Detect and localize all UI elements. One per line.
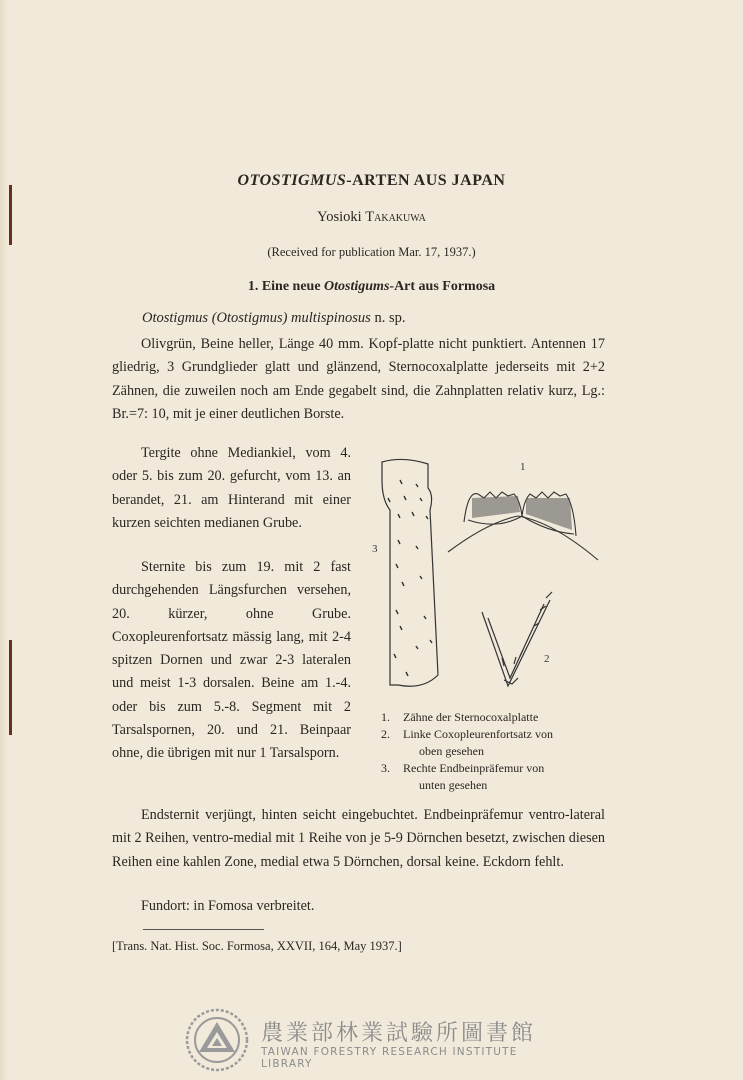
library-name-en: TAIWAN FORESTRY RESEARCH INSTITUTE LIBRARY (261, 1046, 518, 1070)
section-heading (0, 279, 743, 295)
anatomical-figure (368, 450, 608, 705)
section-suffix: -Art aus Formosa (389, 279, 496, 294)
section-genus: Otostigums (324, 279, 390, 294)
caption-continuation: oben gesehen (419, 744, 484, 758)
author (0, 209, 743, 226)
caption-item: 2. Linke Coxopleurenfortsatz von (381, 727, 553, 741)
description-paragraph: Sternite bis zum 19. mit 2 fast durchgehenden Längsfurchen versehen, 20. kürzer, ohne Grube. Coxopleurenfortsatz mässig lang, mit 2-4 spitzen Dornen und zwar 2-3 lateralen und meist 1-3 dorsalen. Beine am 1.-4. oder bis zum 5.-8. Segment mit 2 Tarsalspornen, 20. und 21. Beinpaar ohne, die übrigen mit nur 1 Tarsalsporn. (112, 559, 351, 762)
page-edge (0, 0, 8, 1080)
section-prefix: 1. Eine neue (247, 279, 325, 294)
species-binomial: Otostigmus (Otostigmus) multispinosus (142, 310, 371, 326)
received-date: (Received for publication Mar. 17, 1937.) (267, 245, 476, 259)
description-paragraph: Tergite ohne Mediankiel, vom 4. oder 5. bis zum 20. gefurcht, vom 13. an berandet, 21. am Hinterand mit einer kurzen seichten medianen Grube. (112, 445, 351, 531)
caption-item: 3. Rechte Endbeinpräfemur von (381, 761, 545, 775)
coxopleural-drawing (482, 592, 552, 686)
caption-continuation: unten gesehen (419, 778, 488, 792)
species-suffix: n. sp. (370, 310, 406, 326)
caption-item: 1. Zähne der Sternocoxalplatte (381, 710, 539, 724)
citation: [Trans. Nat. Hist. Soc. Formosa, XXVII, 164, May 1937.] (112, 939, 402, 953)
binding-mark (9, 640, 12, 735)
description-paragraph: Olivgrün, Beine heller, Länge 40 mm. Kopf-platte nicht punktiert. Antennen 17 gliedrig, 3 Grundglieder glatt und glänzend, Sternocoxalplatte jederseits mit 2+2 Zähnen, die zuweilen noch am Ende gegabelt sind, die Zahnplatten relativ kurz, Lg.: Br.=7: 10, mit je einer deutlichen Borste. (112, 336, 605, 422)
library-name-zh: 農業部林業試驗所圖書館 (261, 1021, 537, 1046)
description-paragraph: Endsternit verjüngt, hinten seicht eingebuchtet. Endbeinpräfemur ventro-lateral mit 2 Reihen, ventro-medial mit 1 Reihe von je 5-9 Dörnchen besetzt, zwischen diesen Reihen eine kahlen Zone, medial etwa 5 Dörnchen, dorsal keine. Eckdorn fehlt. (112, 807, 605, 870)
author-family: Takakuwa (365, 209, 426, 225)
library-seal-icon (185, 1008, 249, 1072)
locality-line: Fundort: in Fomosa verbreitet. (141, 898, 315, 914)
figure-label-2: 2 (544, 653, 550, 665)
species-name (142, 310, 405, 327)
figure-label-1: 1 (520, 461, 526, 473)
title-rest: -ARTEN AUS JAPAN (346, 172, 506, 189)
article-title (0, 172, 743, 190)
figure-captions (381, 709, 553, 794)
footnote-rule (143, 929, 264, 930)
author-given: Yosioki (317, 209, 366, 225)
prefemur-drawing (382, 459, 438, 686)
figure-label-3: 3 (372, 543, 378, 555)
title-genus: OTOSTIGMUS (237, 172, 347, 189)
library-watermark (185, 1008, 565, 1068)
teeth-drawing (448, 492, 598, 560)
